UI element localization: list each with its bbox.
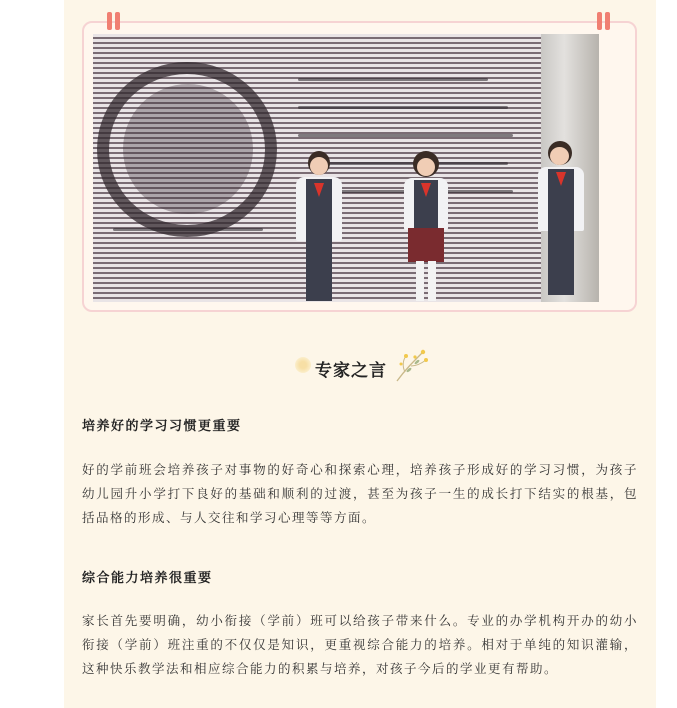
photo-circle bbox=[97, 62, 277, 237]
section-title: 专家之言 bbox=[315, 361, 387, 381]
screen-text-line bbox=[308, 162, 508, 165]
screen-signature-line bbox=[113, 228, 263, 231]
frame-tab-right-2 bbox=[605, 12, 610, 30]
stage-photo bbox=[93, 34, 599, 302]
screen-text-line bbox=[298, 106, 508, 109]
article-body: 好的学前班会培养孩子对事物的好奇心和探索心理，培养孩子形成好的学习习惯，为孩子幼儿园升小学打下良好的基础和顺利的过渡，甚至为孩子一生的成长打下结实的根基，包括品格的形成、与人交往和学习心理等等方面。 bbox=[82, 462, 638, 525]
frame-tab-left bbox=[107, 12, 112, 30]
screen-text-line bbox=[298, 134, 513, 137]
screen-text-line bbox=[298, 78, 488, 81]
frame-tab-right bbox=[597, 12, 602, 30]
dot-decoration-icon bbox=[295, 357, 311, 373]
flower-sprig-icon bbox=[393, 348, 429, 384]
article-body: 家长首先要明确，幼小衔接（学前）班可以给孩子带来什么。专业的办学机构开办的幼小衔接（学前）班注重的不仅仅是知识，更重视综合能力的培养。相对于单纯的知识灌输，这种快乐教学法和相应综合能力的积累与培养，对孩子今后的学业更有帮助。 bbox=[82, 613, 638, 676]
article-heading: 培养好的学习习惯更重要 bbox=[82, 419, 242, 434]
article-heading: 综合能力培养很重要 bbox=[82, 571, 213, 586]
section-heading bbox=[295, 348, 435, 384]
frame-tab-left-2 bbox=[115, 12, 120, 30]
